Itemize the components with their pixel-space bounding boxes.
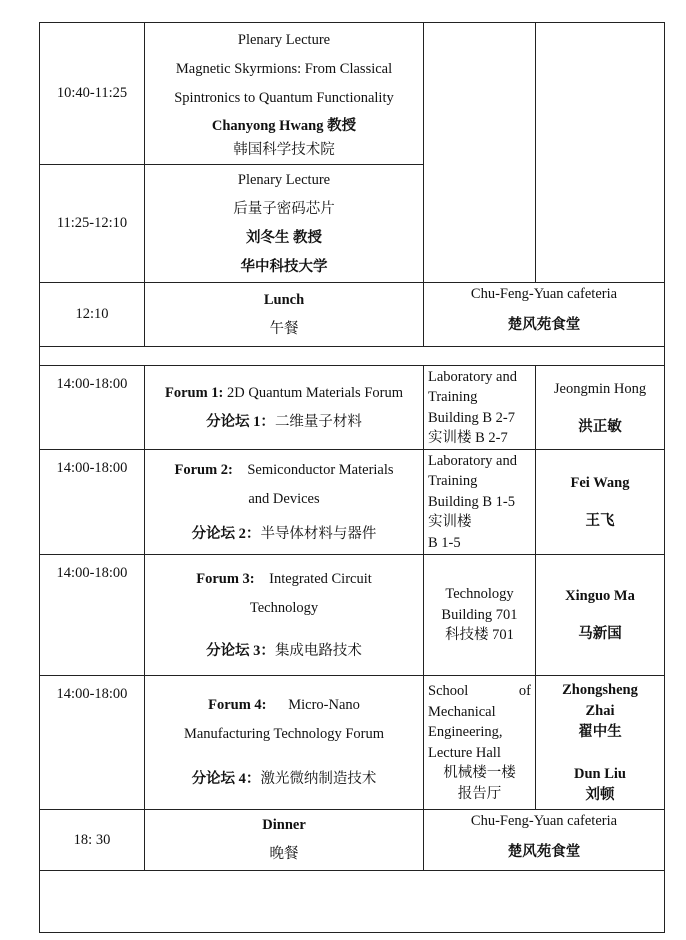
forum-4-chair2: Dun Liu [574, 765, 626, 782]
plenary-2-time: 11:25-12:10 [40, 165, 145, 283]
plenary-row-1 [40, 23, 665, 165]
plenary-chair-empty [536, 23, 665, 283]
forum-1-venue-line: Building B 2-7 [428, 409, 516, 426]
forum-3-cn [145, 623, 423, 666]
forum-1-venue-line: Training [428, 389, 478, 405]
lunch-venue-cn: 楚风苑食堂 [507, 317, 581, 333]
forum-4-cell [145, 676, 424, 810]
forum-1-cn-label: 分论坛 1： [206, 413, 275, 430]
forum-1-name: 2D Quantum Materials Forum [227, 384, 403, 401]
forum-1-venue-line: 实训楼 B 2-7 [428, 430, 508, 446]
forum-row-3 [40, 555, 665, 676]
forum-2-time: 14:00-18:00 [40, 450, 145, 555]
lunch-label-cn: 午餐 [269, 320, 299, 337]
forum-4-venue-of: of [518, 683, 531, 699]
plenary-1-speaker: Chanyong Hwang 教授 [211, 118, 357, 134]
forum-1-chair: Jeongmin Hong [553, 380, 647, 397]
forum-4-name-line2: Manufacturing Technology Forum [183, 726, 385, 742]
forum-2-cn-name: 半导体材料与器件 [260, 525, 377, 542]
forum-3-label: Forum 3: [196, 570, 255, 587]
forum-2-venue-line: Building B 1-5 [428, 493, 516, 510]
forum-2-chair-cn: 王飞 [585, 513, 615, 529]
dinner-label-cn: 晚餐 [269, 846, 299, 862]
lunch-label: Lunch [263, 291, 305, 308]
dinner-label: Dinner [262, 817, 306, 833]
forum-4-chair2-cn: 刘顿 [585, 786, 615, 803]
spacer-cell [40, 347, 665, 366]
dinner-venue: Chu-Feng-Yuan cafeteria [470, 813, 618, 829]
forum-4-venue-line: Mechanical [428, 703, 496, 720]
forum-row-4 [40, 676, 665, 810]
forum-4-venue-line: Engineering, [428, 724, 503, 740]
forum-4-venue-school: School [428, 683, 469, 699]
forum-4-venue-first [428, 681, 531, 702]
forum-3-name-line2: Technology [249, 599, 319, 616]
dinner-cell [145, 810, 424, 871]
forum-3-venue [424, 555, 536, 676]
dinner-venue-cell [424, 810, 665, 871]
schedule-table [39, 22, 665, 933]
plenary-2-type: Plenary Lecture [237, 171, 331, 188]
forum-2-name-line1: Semiconductor Materials [247, 461, 394, 478]
empty-bottom-cell [40, 871, 665, 933]
forum-2-cn [145, 514, 423, 549]
forum-4-chair1-line2: Zhai [585, 702, 615, 719]
forum-3-chair-cn: 马新国 [578, 626, 622, 642]
plenary-2-affiliation: 华中科技大学 [240, 258, 328, 275]
forum-2-label: Forum 2: [174, 461, 233, 478]
forum-1-title [145, 379, 423, 408]
forum-2-venue-line: 实训楼 [428, 514, 472, 531]
forum-4-chair1-line1: Zhongsheng [562, 681, 638, 698]
lunch-time: 12:10 [40, 283, 145, 347]
forum-2-title [145, 456, 423, 485]
forum-2-cn-label: 分论坛 2： [191, 525, 261, 542]
lunch-row [40, 283, 665, 347]
plenary-1-type: Plenary Lecture [237, 32, 331, 48]
plenary-1-title-line2: Spintronics to Quantum Functionality [174, 90, 394, 106]
spacer-row [40, 347, 665, 366]
plenary-2-speaker: 刘冬生 教授 [245, 229, 323, 246]
forum-3-title [145, 565, 423, 594]
forum-4-venue-cn1: 机械楼一楼 [443, 765, 516, 781]
forum-3-cn-name: 集成电路技术 [274, 642, 362, 659]
forum-4-cn-name: 激光微纳制造技术 [260, 771, 377, 787]
forum-2-cell [145, 450, 424, 555]
forum-1-cn [145, 408, 423, 437]
forum-1-venue [424, 366, 536, 450]
forum-2-venue-line: Laboratory and [428, 452, 517, 469]
forum-1-cell [145, 366, 424, 450]
forum-2-name-line2: and Devices [248, 490, 320, 507]
forum-2-venue-line: Training [428, 473, 478, 490]
plenary-venue-empty [424, 23, 536, 283]
forum-2-chair: Fei Wang [570, 475, 630, 491]
forum-4-title [145, 691, 423, 720]
forum-1-cn-name: 二维量子材料 [274, 413, 362, 430]
lunch-venue: Chu-Feng-Yuan cafeteria [470, 286, 618, 302]
plenary-1-title-line1: Magnetic Skyrmions: From Classical [175, 61, 393, 77]
forum-3-venue-line: Technology [445, 586, 514, 603]
forum-1-chair-cell [536, 366, 665, 450]
forum-4-name-line1: Micro-Nano [288, 697, 360, 713]
forum-2-chair-cell [536, 450, 665, 555]
forum-1-chair-cn: 洪正敏 [578, 418, 622, 435]
plenary-1-time: 10:40-11:25 [40, 23, 145, 165]
plenary-1-cell [145, 23, 424, 165]
forum-row-1 [40, 366, 665, 450]
forum-1-time: 14:00-18:00 [40, 366, 145, 450]
plenary-2-cell [145, 165, 424, 283]
forum-2-venue-line: B 1-5 [428, 534, 461, 551]
forum-3-name-line1: Integrated Circuit [269, 570, 372, 587]
forum-4-chair-cell [536, 676, 665, 810]
forum-4-chair1-cn: 翟中生 [578, 723, 622, 740]
forum-3-time: 14:00-18:00 [40, 555, 145, 676]
forum-1-label: Forum 1: [164, 384, 224, 401]
forum-4-label: Forum 4: [208, 697, 267, 713]
forum-2-venue [424, 450, 536, 555]
dinner-time: 18: 30 [40, 810, 145, 871]
forum-3-chair: Xinguo Ma [565, 588, 635, 604]
forum-3-cn-label: 分论坛 3： [206, 642, 275, 659]
forum-4-cn [145, 749, 423, 794]
empty-bottom-row [40, 871, 665, 933]
dinner-venue-cn: 楚风苑食堂 [507, 844, 581, 860]
dinner-row [40, 810, 665, 871]
forum-4-venue-cn2: 报告厅 [457, 785, 502, 802]
forum-4-venue [424, 676, 536, 810]
forum-3-venue-line: Building 701 [441, 606, 518, 623]
forum-3-chair-cell [536, 555, 665, 676]
forum-4-cn-label: 分论坛 4： [191, 771, 261, 787]
lunch-venue-cell [424, 283, 665, 347]
forum-3-cell [145, 555, 424, 676]
lunch-cell [145, 283, 424, 347]
forum-4-time: 14:00-18:00 [40, 676, 145, 810]
plenary-1-affiliation: 韩国科学技术院 [233, 142, 335, 158]
plenary-2-title: 后量子密码芯片 [233, 200, 335, 217]
forum-1-venue-line: Laboratory and [428, 368, 517, 385]
forum-3-venue-line: 科技楼 701 [445, 627, 514, 644]
forum-4-venue-line: Lecture Hall [428, 744, 501, 761]
forum-row-2 [40, 450, 665, 555]
